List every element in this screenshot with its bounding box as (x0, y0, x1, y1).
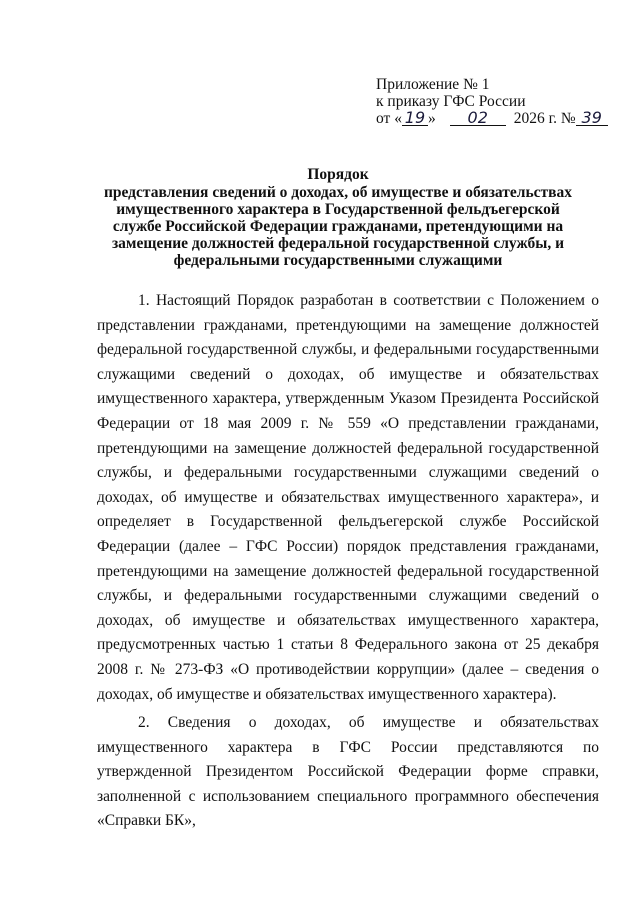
date-month-handwritten: 02 (450, 110, 506, 126)
document-body (97, 289, 599, 838)
title-subtitle: представления сведений о доходах, об имуществе и обязательствах имущественного характера в Государственной фельдъегерской службе Российской Федерации гражданами, претендующими на замещение должностей федеральной государственной службы, и федеральными государственными служащими (103, 184, 573, 269)
document-title (96, 166, 580, 269)
appendix-date-line (376, 110, 616, 127)
appendix-title: Приложение № 1 (376, 76, 490, 93)
paragraph-1: 1. Настоящий Порядок разработан в соответствии с Положением о представлении гражданами, претендующими на замещение должностей федеральной государственной службы, и федеральными государственными служащими сведений о доходах, об имуществе и обязательствах имущественного характера, утвержденным Указом Президента Российской Федерации от 18 мая 2009 г. № 559 «О представлении гражданами, претендующими на замещение должностей федеральной государственной службы, и федеральными государственными служащими сведений о доходах, об имуществе и обязательствах имущественного характера», и определяет в Государственной фельдъегерской службе Российской Федерации (далее – ГФС России) порядок представления гражданами, претендующими на замещение должностей федеральной государственной службы, и федеральными государственными служащими сведений о доходах, об имуществе и обязательствах имущественного характера, предусмотренных частью 1 статьи 8 Федерального закона от 25 декабря 2008 г. № 273-ФЗ «О противодействии коррупции» (далее – сведения о доходах, об имуществе и обязательствах имущественного характера). (97, 292, 599, 703)
date-year-number-label: 2026 г. № (513, 110, 576, 127)
appendix-block (376, 76, 616, 127)
date-prefix: от « (376, 110, 402, 127)
order-number-handwritten: 39 (576, 110, 608, 126)
appendix-order-ref: к приказу ГФС России (376, 93, 526, 110)
title-heading: Порядок (307, 166, 369, 183)
paragraph-2: 2. Сведения о доходах, об имуществе и обязательствах имущественного характера в ГФС России представляются по утвержденной Президентом Российской Федерации форме справки, заполненной с использованием специального программного обеспечения «Справки БК», (97, 714, 599, 830)
date-day-handwritten: 19 (402, 110, 428, 126)
date-quote-close: » (427, 110, 436, 127)
